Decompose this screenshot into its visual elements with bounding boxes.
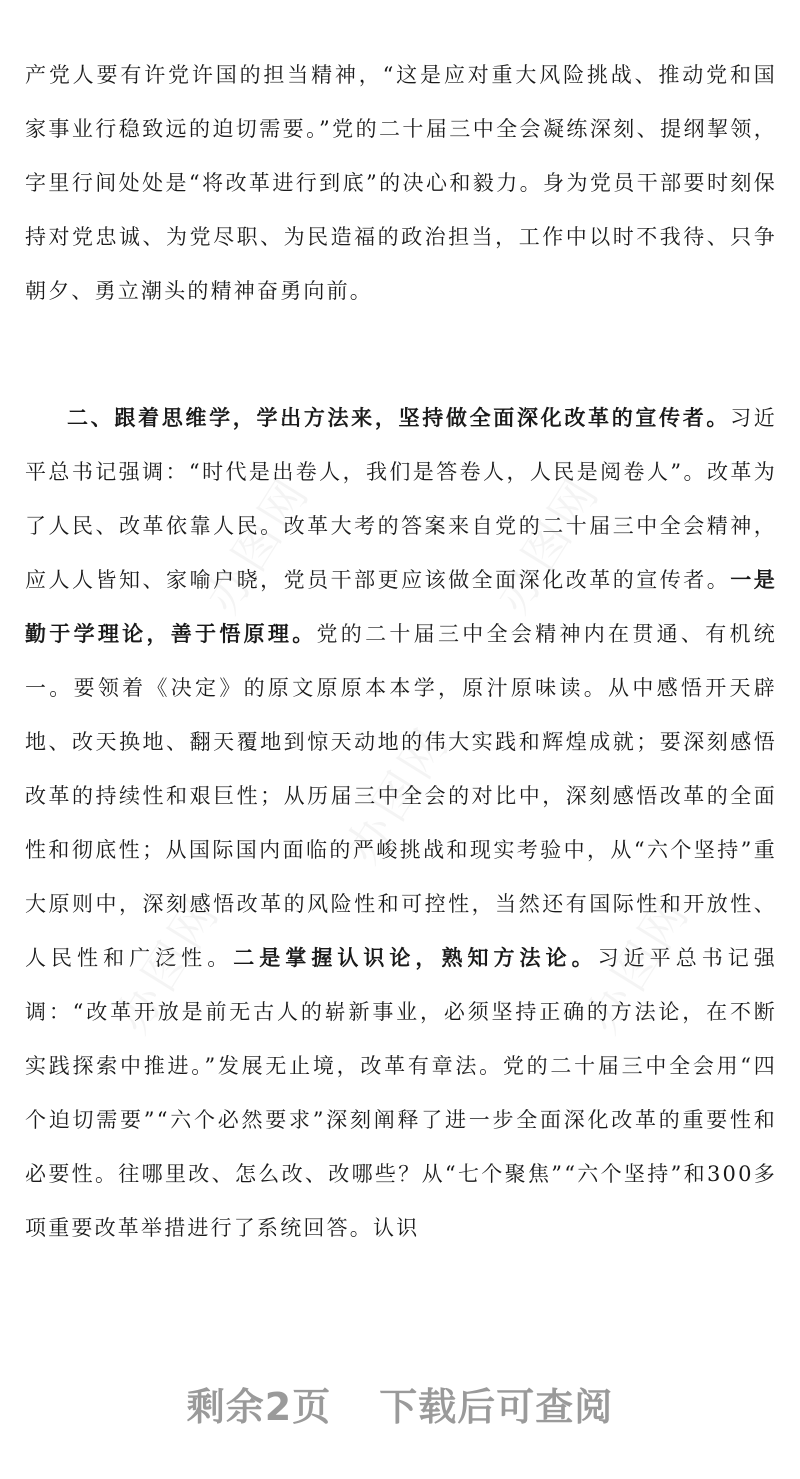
paragraph-text: 党的二十届三中全会精神内在贯通、有机统一。要领着《决定》的原文原原本本学，原汁原味读。从中感悟开天辟地、改天换地、翻天覆地到惊天动地的伟大实践和辉煌成就；要深刻感悟改革的持续性和艰巨性；从历届三中全会的对比中，深刻感悟改革的全面性和彻底性；从国际国内面临的严峻挑战和现实考验中，从“六个坚持”重大原则中，深刻感悟改革的风险性和可控性，当然还有国际性和开放性、人民性和广泛性。 (25, 622, 777, 970)
download-prompt[interactable] (0, 1376, 800, 1431)
section-heading: 二、跟着思维学，学出方法来，坚持做全面深化改革的宣传者。 (67, 405, 731, 430)
remaining-pages-label: 剩余2页 (186, 1385, 332, 1429)
paragraph-text: 习近平总书记强调：“改革开放是前无古人的崭新事业，必须坚持正确的方法论，在不断实践探索中推进。”发展无止境，改革有章法。党的二十届三中全会用“四个迫切需要”“六个必然要求”深刻阐释了进一步全面深化改革的重要性和必要性。往哪里改、怎么改、改哪些？从“七个聚焦”“六个坚持”和300多项重要改革举措进行了系统回答。认识 (25, 946, 777, 1240)
point-one-heading: 一是勤于学理论，善于悟原理。 (25, 567, 777, 646)
paragraph-text: 习近平总书记强调：“时代是出卷人，我们是答卷人，人民是阅卷人”。改革为了人民、改革依靠人民。改革大考的答案来自党的二十届三中全会精神，应人人皆知、家喻户晓，党员干部更应该做全面深化改革的宣传者。 (25, 406, 777, 592)
download-to-view-label: 下载后可查阅 (379, 1385, 614, 1429)
paragraph-continued (25, 48, 777, 318)
point-two-heading: 二是掌握认识论，熟知方法论。 (233, 945, 598, 970)
paragraph-text: 产党人要有许党许国的担当精神，“这是应对重大风险挑战、推动党和国家事业行稳致远的迫切需要。”党的二十届三中全会凝练深刻、提纲挈领，字里行间处处是“将改革进行到底”的决心和毅力。身为党员干部要时刻保持对党忠诚、为党尽职、为民造福的政治担当，工作中以时不我待、只争朝夕、勇立潮头的精神奋勇向前。 (25, 63, 777, 303)
paragraph-section-two (25, 391, 777, 1255)
